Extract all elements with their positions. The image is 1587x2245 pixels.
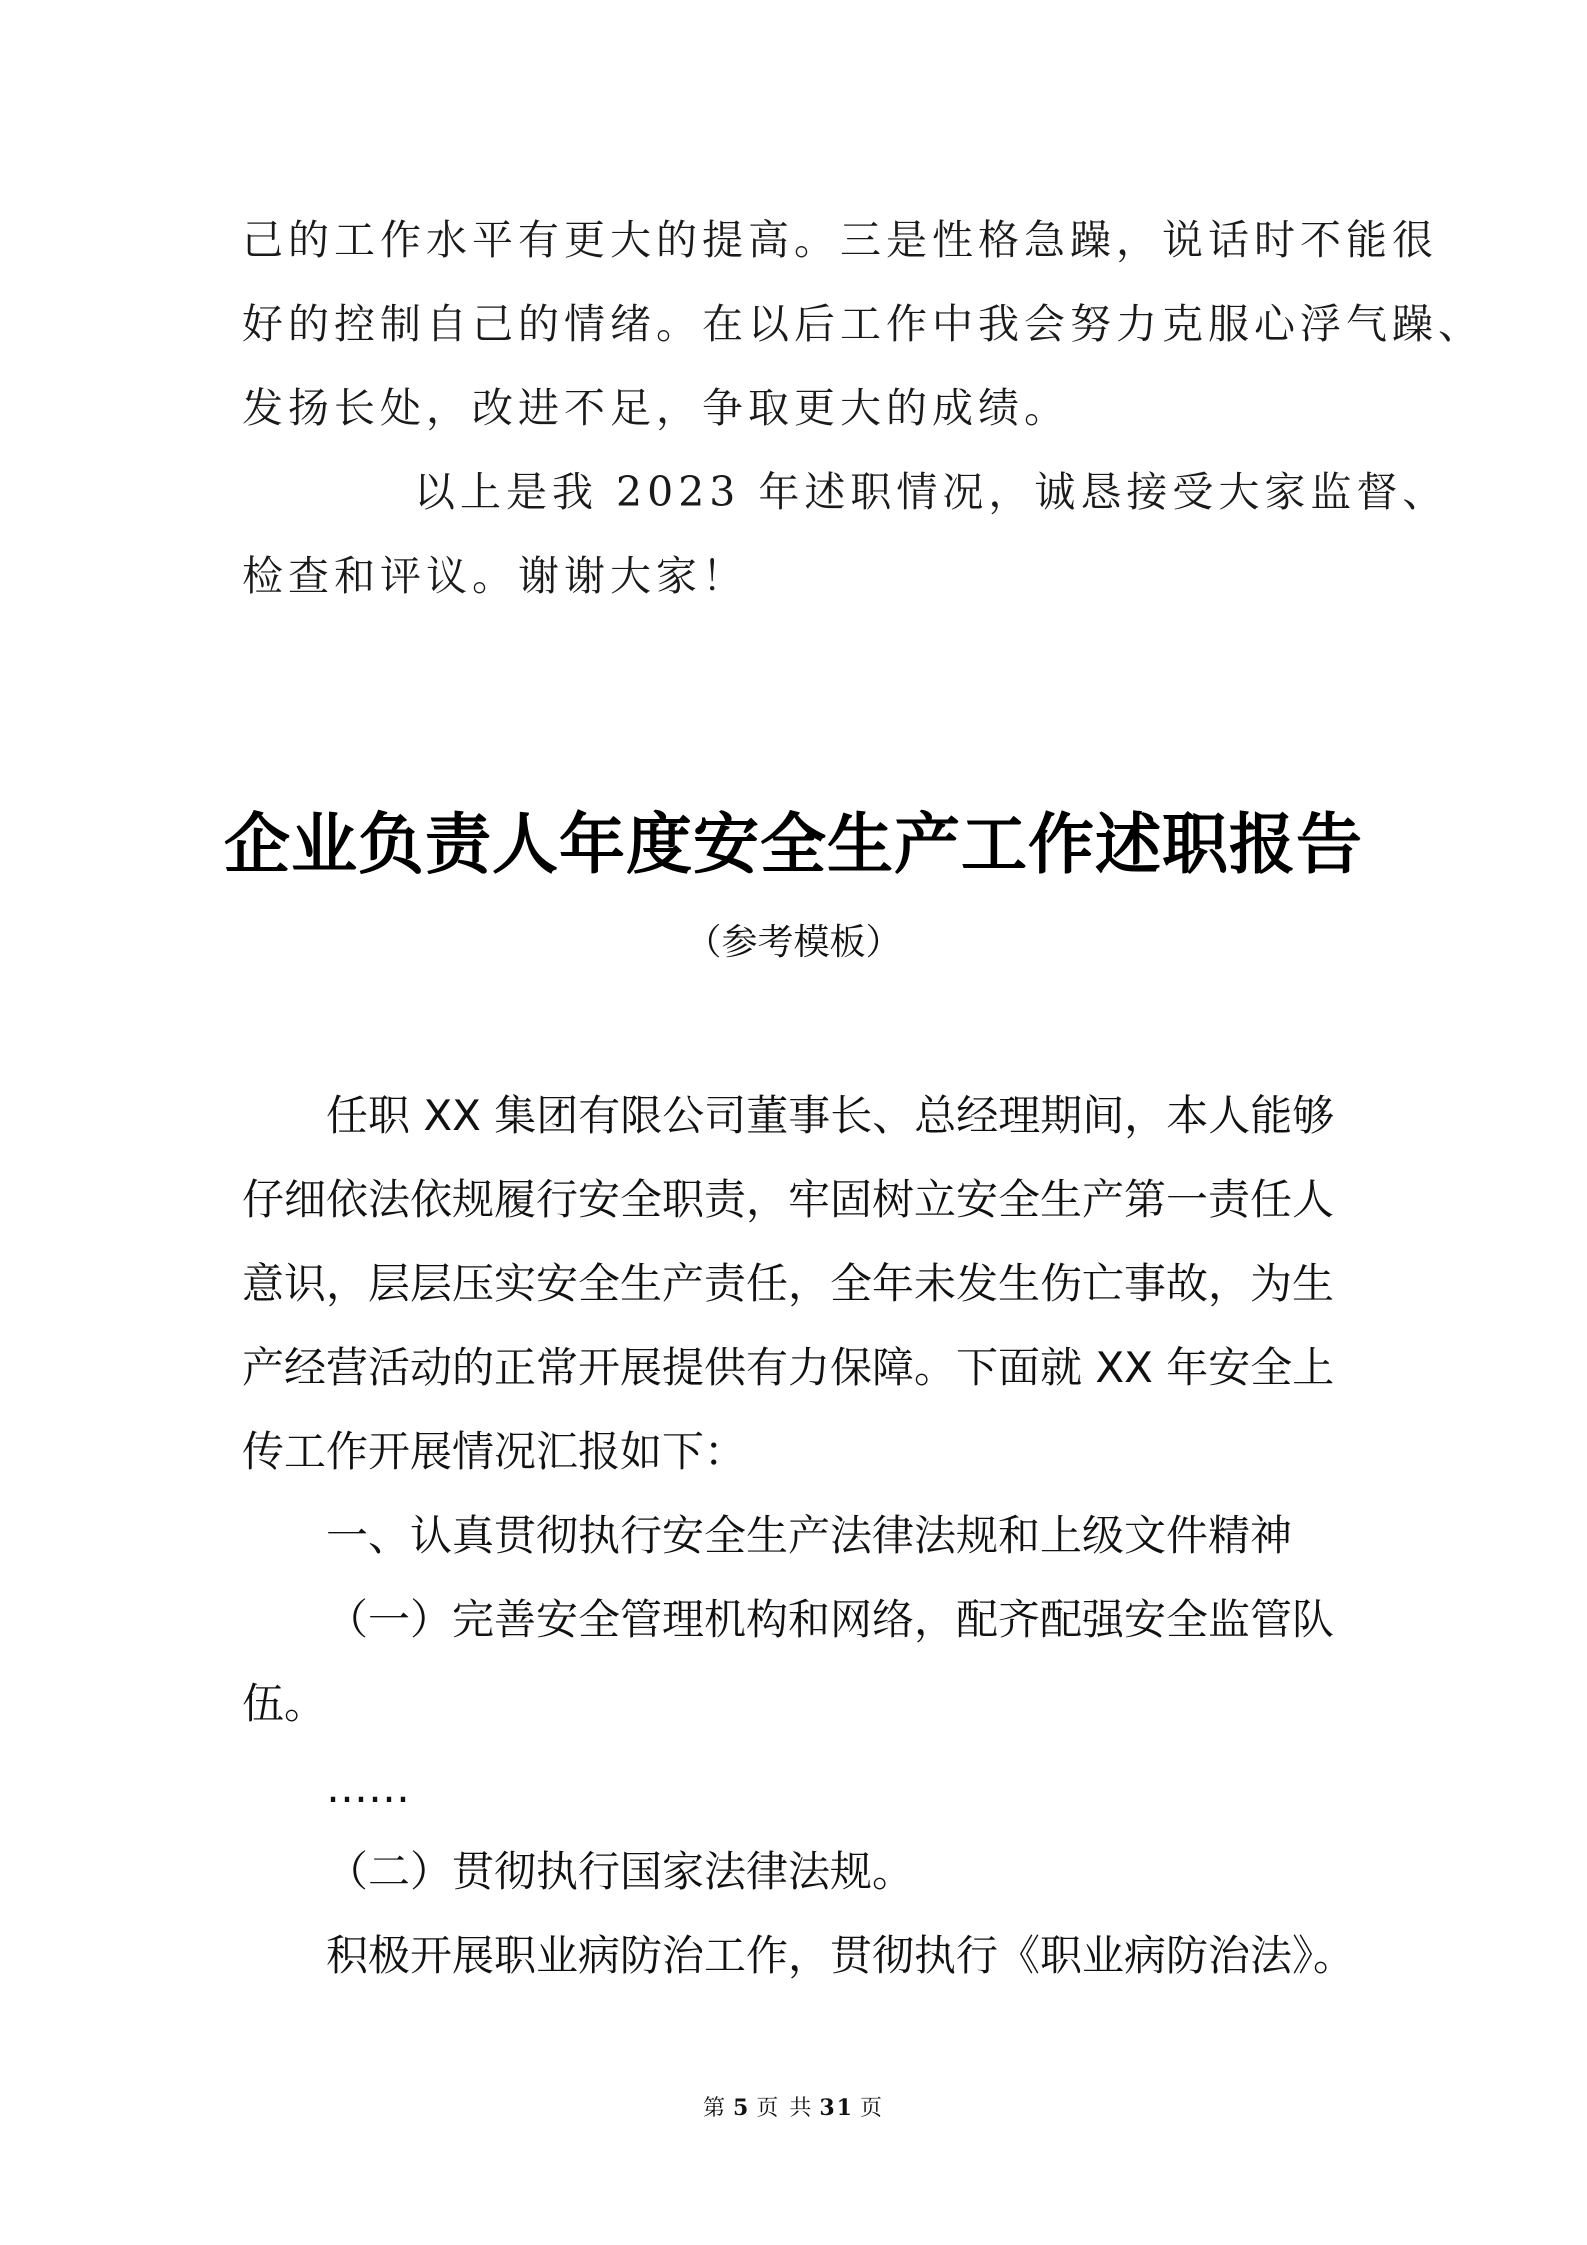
ellipsis-line: ……	[326, 1763, 410, 1812]
intro-paragraph-line: 意识，层层压实安全生产责任，全年未发生伤亡事故，为生	[242, 1259, 1335, 1308]
closing-paragraph-line: 以上是我 2023 年述职情况，诚恳接受大家监督、	[414, 468, 1449, 516]
paragraph-line: 发扬长处，改进不足，争取更大的成绩。	[242, 384, 1070, 432]
intro-paragraph-line: 产经营活动的正常开展提供有力保障。下面就 XX 年安全上	[242, 1343, 1335, 1392]
report-body	[242, 1074, 1362, 1998]
report-subtitle: （参考模板）	[685, 922, 902, 963]
intro-paragraph-line: 任职 XX 集团有限公司董事长、总经理期间，本人能够	[326, 1091, 1335, 1140]
paragraph-line: 好的控制自己的情绪。在以后工作中我会努力克服心浮气躁、	[242, 300, 1484, 348]
footer-prefix: 第	[703, 2096, 728, 2121]
total-page-count: 31	[819, 2095, 854, 2121]
subsection-heading: （一）完善安全管理机构和网络，配齐配强安全监管队	[326, 1595, 1335, 1644]
previous-report-ending	[242, 198, 1484, 618]
paragraph-line: 积极开展职业病防治工作，贯彻执行《职业病防治法》。	[326, 1931, 1356, 1980]
report-title: 企业负责人年度安全生产工作述职报告	[224, 806, 1363, 883]
closing-paragraph-line: 检查和评议。谢谢大家！	[242, 552, 748, 600]
footer-suffix: 页	[859, 2096, 884, 2121]
footer-middle: 页 共	[756, 2096, 814, 2121]
page-footer	[0, 2093, 1587, 2124]
intro-paragraph-line: 仔细依法依规履行安全职责，牢固树立安全生产第一责任人	[242, 1175, 1335, 1224]
subsection-heading-continued: 伍。	[242, 1679, 327, 1728]
intro-paragraph-line: 传工作开展情况汇报如下：	[242, 1427, 747, 1476]
current-page-number: 5	[733, 2095, 751, 2121]
subsection-heading: （二）贯彻执行国家法律法规。	[326, 1847, 915, 1896]
section-heading: 一、认真贯彻执行安全生产法律法规和上级文件精神	[326, 1511, 1293, 1560]
paragraph-line: 己的工作水平有更大的提高。三是性格急躁，说话时不能很	[242, 216, 1438, 264]
